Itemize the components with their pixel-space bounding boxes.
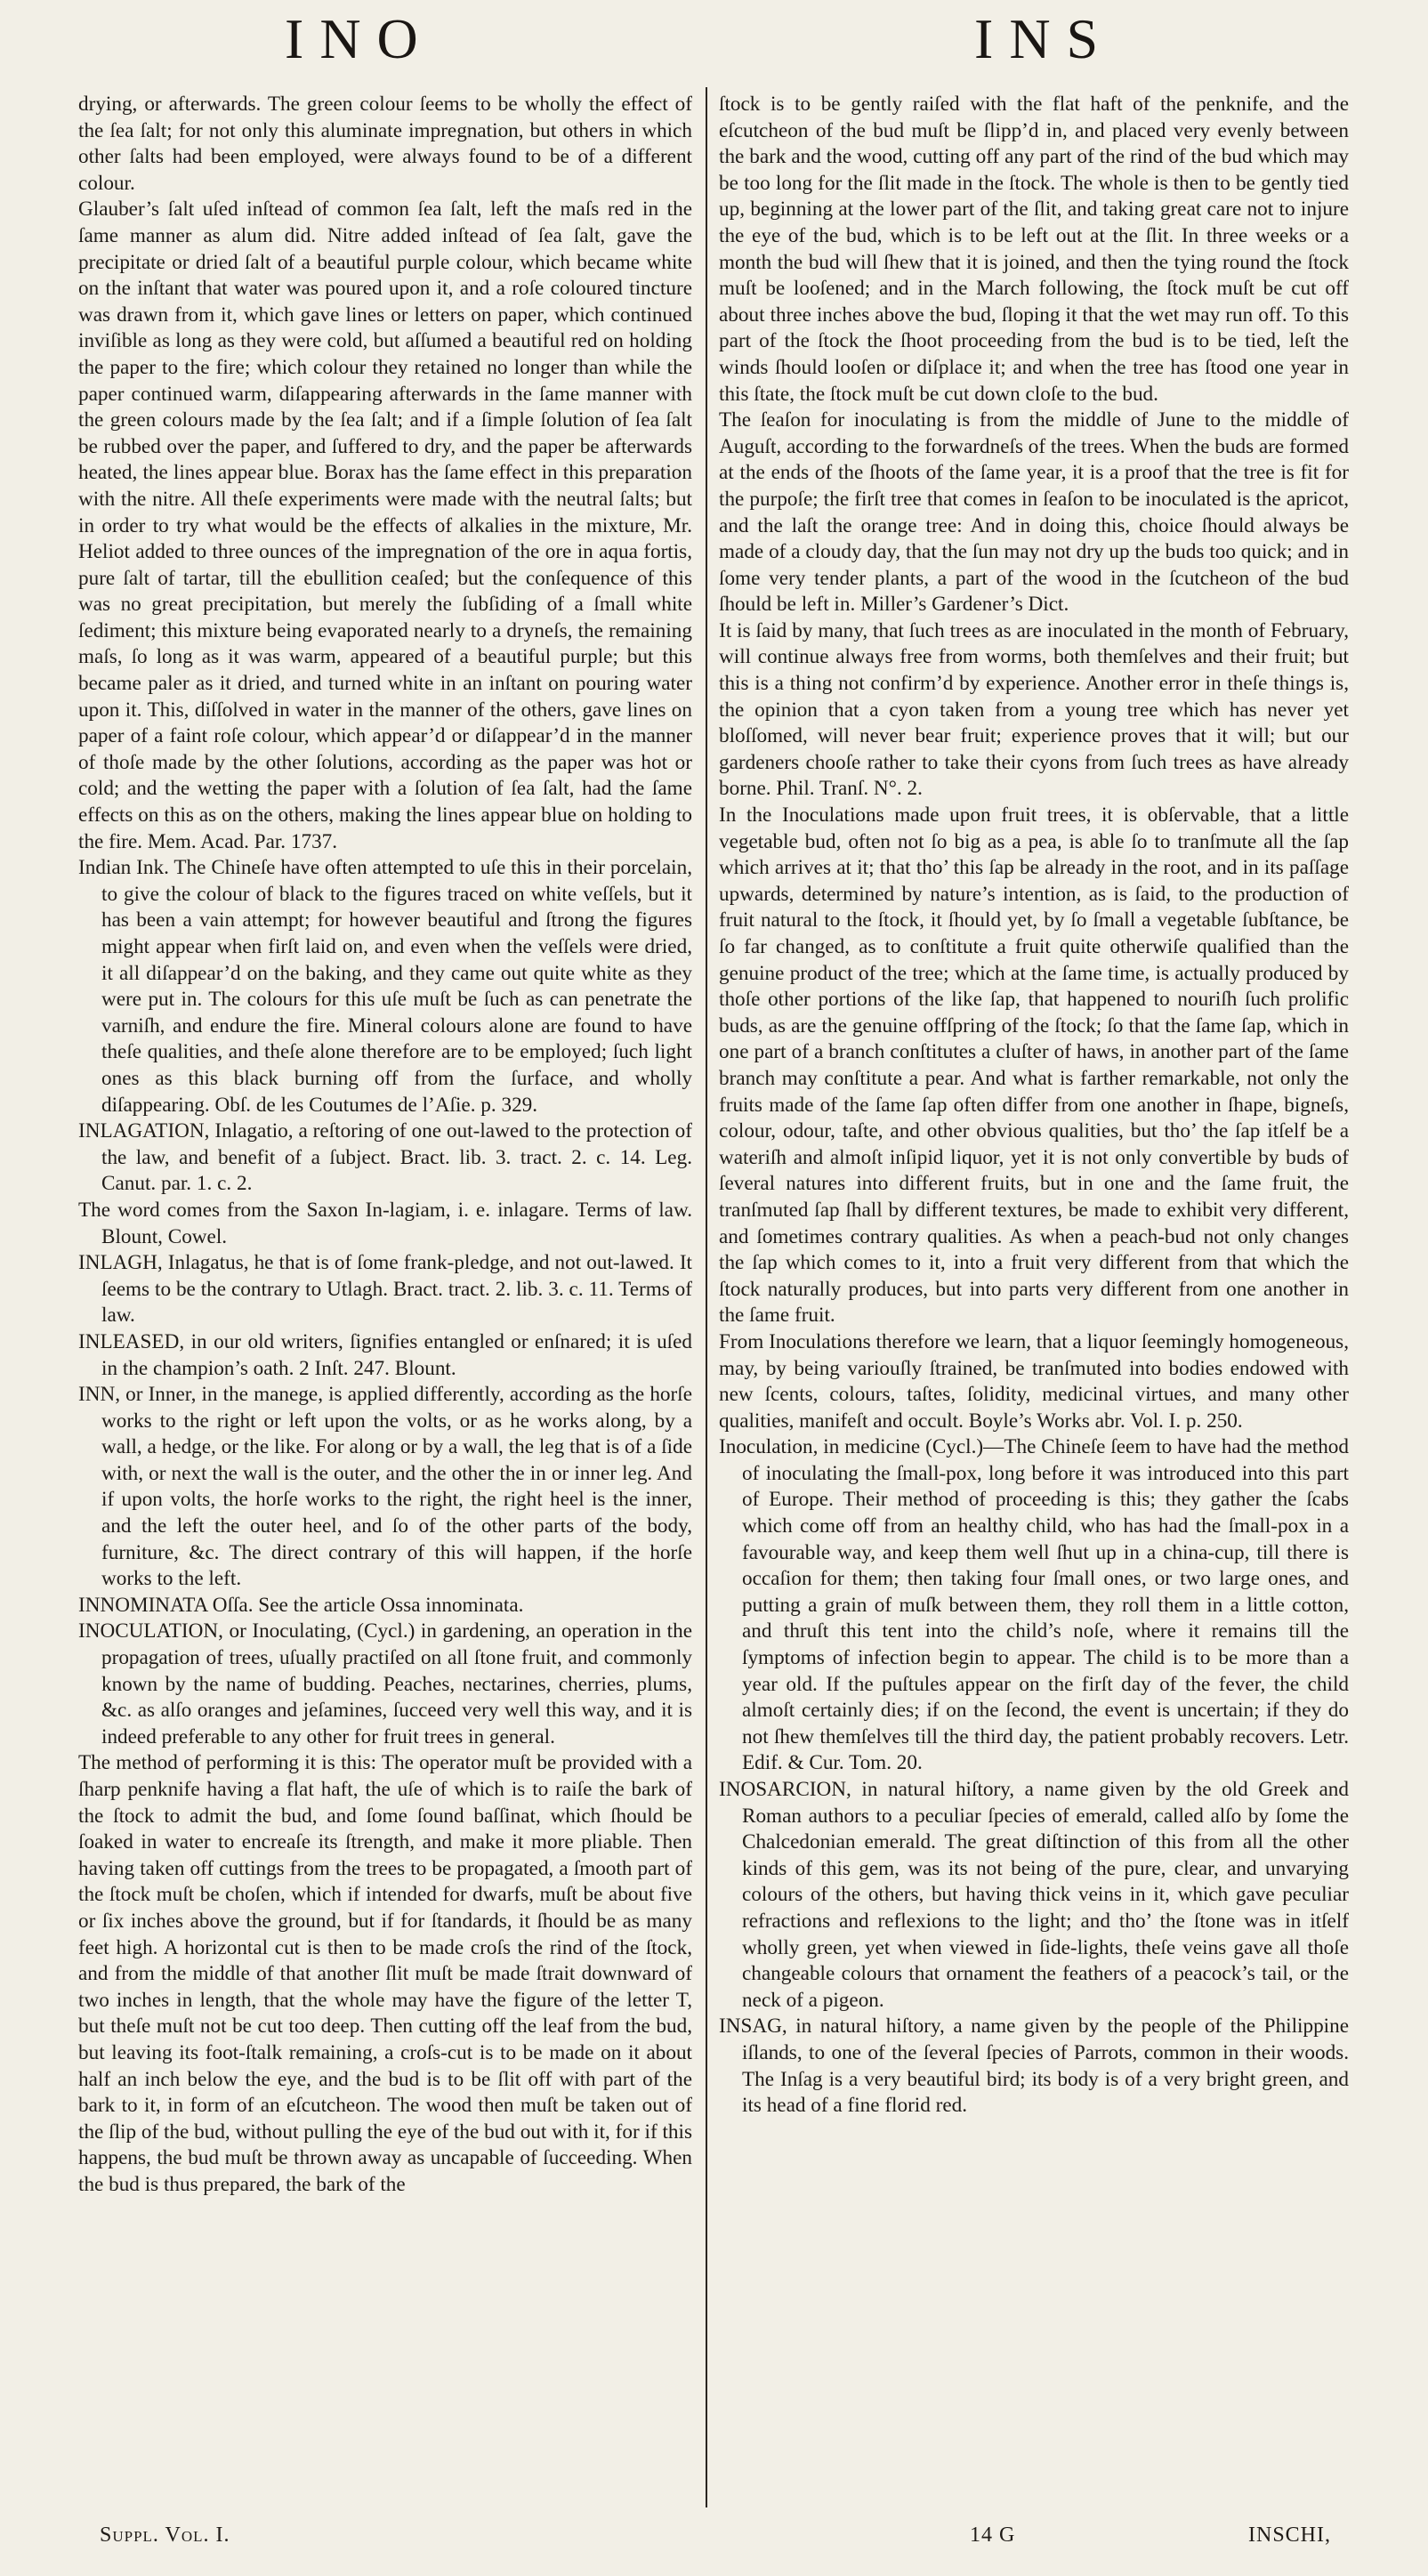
entry-paragraph: In the Inoculations made upon fruit trees, it is obſervable, that a little vegetable bud, often not ſo big as a pea, is able ſo to tranſmute all the ſap which arrives at it; that tho’ this ſap be already in the root, and in its paſſage upwards, determined by nature’s intention, as is ſaid, to the production of fruit natural to the ſtock, it ſhould yet, by ſo ſmall a vegetable ſubſtance, be ſo far changed, as to conſtitute a fruit quite otherwiſe qualified than the genuine product of the tree; which at the ſame time, is actually produced by thoſe other portions of the like ſap, that happened to nouriſh ſuch prolific buds, as are the genuine offſpring of the ſtock; ſo that the ſame ſap, which in one part of a branch conſtitutes a cluſter of haws, in another part of the ſame branch may conſtitute a pear. And what is farther remarkable, not only the fruits made of the ſame ſap often differ from one another in ſhape, bigneſs, colour, odour, taſte, and other obvious qualities, but tho’ the ſap itſelf be a wateriſh and almoſt inſipid liquor, yet it is not only convertible by buds of ſeveral natures into different fruits, but in one and the ſame fruit, the tranſmuted ſap ſhall by different textures, be made to exhibit very different, and ſometimes contrary qualities. As when a peach-bud not only changes the ſap which comes to it, into a fruit very different from that which the ſtock naturally produces, but into parts very different from one another in the ſame fruit. (719, 803, 1349, 1328)
right-column (719, 92, 1349, 2120)
running-head-right: INS (974, 7, 1115, 70)
entry-innominata: INNOMINATA Oſſa. See the article Ossa innominata. (78, 1593, 524, 1617)
entry-paragraph: ſtock is to be gently raiſed with the flat haft of the penknife, and the eſcutcheon of the bud muſt be ſlipp’d in, and placed very evenly between the bark and the wood, cutting off any part of the rind of the bud which may be too long for the ſlit made in the ſtock. The whole is then to be gently tied up, beginning at the lower part of the ſlit, and taking great care not to injure the eye of the bud, which is to be left out at the ſlit. In three weeks or a month the bud will ſhew that it is joined, and then the tying round the ſtock muſt be looſened; and in the March following, the ſtock muſt be cut off about three inches above the bud, ſloping it that the wet may run off. To this part of the ſtock the ſhoot proceeding from the bud is to be tied, leſt the winds ſhould looſen or diſplace it; and when the tree has ſtood one year in this ſtate, the ſtock muſt be cut down cloſe to the bud. (719, 93, 1349, 406)
entry-inlagation: INLAGATION, Inlagatio, a reſtoring of one out-lawed to the protection of the law, and benefit of a ſubject. Bract. lib. 3. tract. 2. c. 14. Leg. Canut. par. 1. c. 2. (78, 1119, 692, 1196)
footer-volume: Suppl. Vol. I. (100, 2524, 230, 2547)
running-head-left: INO (285, 7, 434, 70)
entry-paragraph: Glauber’s ſalt uſed inſtead of common ſea ſalt, left the maſs red in the ſame manner as alum did. Nitre added inſtead of ſea ſalt, gave the precipitate or dried ſalt of a beautiful purple colour, which became white on the inſtant that water was poured upon it, and a roſe coloured tincture was drawn from it, which gave lines or letters on paper, which continued inviſible as long as they were cold, but aſſumed a beautiful red on holding the paper to the fire; which colour they retained no longer than while the paper continued warm, diſappearing afterwards in the ſame manner with the green colours made by the ſea ſalt; and if a ſimple ſolution of ſea ſalt be rubbed over the paper, and ſuffered to dry, and the paper be afterwards heated, the lines appear blue. Borax has the ſame effect in this preparation with the nitre. All theſe experiments were made with the neutral ſalts; but in order to try what would be the effects of alkalies in the mixture, Mr. Heliot added to three ounces of the impregnation of the ore in aqua fortis, pure ſalt of tartar, till the ebullition ceaſed; but the conſequence of this was no great precipitation, but merely the ſubſiding of a ſmall white ſediment; this mixture being evaporated nearly to a dryneſs, the remaining maſs, ſo long as it was warm, appeared of a beautiful purple; but this became paler as it dried, and turned white in an inſtant on pouring water upon it. This, diſſolved in water in the manner of the others, gave lines on paper of a faint roſe colour, which appear’d or diſappear’d in the manner of thoſe made by the other ſolutions, according as the paper was hot or cold; and the wetting the paper with a ſolution of ſea ſalt, had the ſame effects on this as on the others, making the lines appear blue on holding to the fire. Mem. Acad. Par. 1737. (78, 198, 692, 853)
entry-inn: INN, or Inner, in the manege, is applied differently, according as the horſe works to the right or left upon the volts, or as he works along, by a wall, a hedge, or the like. For along or by a wall, the leg that is of a ſide with, or next the wall is the outer, and the other the in or inner leg. And if upon volts, the horſe works to the right, the right heel is the inner, and the left the outer heel, and ſo of the other parts of the body, furniture, &c. The direct contrary of this will happen, if the horſe works to the left. (78, 1383, 692, 1591)
entry-paragraph: The word comes from the Saxon In-lagiam, i. e. inlagare. Terms of law. Blount, Cowel. (78, 1198, 692, 1248)
entry-insag: INSAG, in natural hiſtory, a name given by the people of the Philippine iſlands, to one of the ſeveral ſpecies of Parrots, common in their woods. The Inſag is a very beautiful bird; its body is of a very bright green, and its head of a fine florid red. (719, 2015, 1349, 2118)
entry-inoculation-gardening: INOCULATION, or Inoculating, (Cycl.) in gardening, an operation in the propagation of trees, uſually practiſed on all ſtone fruit, and commonly known by the name of budding. Peaches, nectarines, cherries, plums, &c. as alſo oranges and jeſamines, ſucceed very well this way, and it is indeed preferable to any other for fruit trees in general. (78, 1619, 692, 1748)
entry-inleased: INLEASED, in our old writers, ſignifies entangled or enſnared; it is uſed in the champion’s oath. 2 Inſt. 247. Blount. (78, 1329, 692, 1380)
entry-inlagh: INLAGH, Inlagatus, he that is of ſome frank-pledge, and not out-lawed. It ſeems to be the contrary to Utlagh. Bract. tract. 2. lib. 3. c. 11. Terms of law. (78, 1251, 692, 1328)
entry-paragraph: drying, or afterwards. The green colour ſeems to be wholly the effect of the ſea ſalt; for not only this aluminate impregnation, but others in which other ſalts had been employed, were always found to be of a different colour. (78, 93, 692, 195)
footer-catchword: INSCHI, (1248, 2524, 1332, 2547)
entry-inosarcion: INOSARCION, in natural hiſtory, a name given by the old Greek and Roman authors to a peculiar ſpecies of emerald, called alſo by ſome the Chalcedonian emerald. The great diſtinction of this from all the other kinds of this gem, was its not being of the pure, clear, and unvarying colours of the others, but having thick veins in it, which gave peculiar refractions and reflexions to the light; and tho’ the ſtone was in itſelf wholly green, yet when viewed in ſide-lights, theſe veins gave all thoſe changeable colours that ornament the feathers of a peacock’s tail, or the neck of a pigeon. (719, 1778, 1349, 2012)
entry-paragraph: It is ſaid by many, that ſuch trees as are inoculated in the month of February, will continue always free from worms, both themſelves and their fruit; but this is a thing not confirm’d by experience. Another error in theſe things is, the opinion that a cyon taken from a young tree which has never yet bloſſomed, will never bear fruit; experience proves that it will; but our gardeners chooſe rather to take their cyons from ſuch trees as have already borne. Phil. Tranſ. N°. 2. (719, 618, 1349, 801)
entry-paragraph: The ſeaſon for inoculating is from the middle of June to the middle of Auguſt, according to the forwardneſs of the trees. When the buds are formed at the ends of the ſhoots of the ſame year, it is a proof that the tree is fit for the purpoſe; the firſt tree that comes in ſeaſon to be inoculated is the apricot, and the laſt the orange tree: And in doing this, choice ſhould always be made of a cloudy day, that the ſun may not dry up the buds too quick; and in ſome very tender plants, a part of the wood in the ſcutcheon of the bud ſhould be left in. Miller’s Gardener’s Dict. (719, 408, 1349, 617)
column-divider (706, 87, 707, 2507)
entry-paragraph: The method of performing it is this: The operator muſt be provided with a ſharp penknife having a flat haft, the uſe of which is to raiſe the bark of the ſtock to admit the bud, and ſome ſound baſſinat, which ſhould be ſoaked in water to encreaſe its ſtrength, and make it more pliable. Then having taken off cuttings from the trees to be propagated, a ſmooth part of the ſtock muſt be choſen, which if intended for dwarfs, muſt be about five or ſix inches above the ground, but if for ſtandards, it ſhould be as many feet high. A horizontal cut is then to be made croſs the rind of the ſtock, and from the middle of that another ſlit muſt be made ſtrait downward of two inches in length, that the whole may have the figure of the letter T, but theſe muſt not be cut too deep. Then cutting off the leaf from the bud, but leaving its foot-ſtalk remaining, a croſs-cut is to be made on it about half an inch below the eye, and the bud is to be ſlit off with part of the bark to it, in form of an eſcutcheon. The wood then muſt be taken out of the ſlip of the bud, without pulling the eye of the bud out with it, for if this happens, the bud muſt be thrown away as uncapable of ſucceeding. When the bud is thus prepared, the bark of the (78, 1751, 692, 2196)
left-column (78, 92, 692, 2199)
entry-inoculation-medicine: Inoculation, in medicine (Cycl.)—The Chineſe ſeem to have had the method of inoculating the ſmall-pox, long before it was introduced into this part of Europe. Their method of proceeding is this; they gather the ſcabs which come off from an healthy child, who has had the ſmall-pox in a favourable way, and keep them well ſhut up in a china-cup, till there is occaſion for them; then taking four ſmall ones, or two large ones, and putting a grain of muſk between them, they roll them in a little cotton, and thruſt this tent into the child’s noſe, where it remains till the ſymptoms of infection begin to appear. The child is to be more than a year old. If the puſtules appear on the firſt day of the fever, the child almoſt certainly dies; if on the ſecond, the event is uncertain; if they do not ſhew themſelves till the third day, the patient probably recovers. Letr. Edif. & Cur. Tom. 20. (719, 1435, 1349, 1775)
entry-indian-ink: Indian Ink. The Chineſe have often attempted to uſe this in their porcelain, to give the colour of black to the figures traced on white veſſels, but it has been a vain attempt; for however beautiful and ſtrong the figures might appear when firſt laid on, and even when the veſſels were dried, it all diſappear’d on the baking, and they came out quite white as they were put in. The colours for this uſe muſt be ſuch as can penetrate the varniſh, and endure the fire. Mineral colours alone are found to have theſe qualities, and theſe alone therefore are to be employed; ſuch light ones as this black burning off from the ſurface, and wholly diſappearing. Obſ. de les Coutumes de l’Aſie. p. 329. (78, 856, 692, 1117)
entry-paragraph: From Inoculations therefore we learn, that a liquor ſeemingly homogeneous, may, by being variouſly ſtrained, be tranſmuted into bodies endowed with new ſcents, colours, taſtes, ſolidity, medicinal virtues, and many other qualities, manifeſt and occult. Boyle’s Works abr. Vol. I. p. 250. (719, 1329, 1349, 1433)
footer-signature: 14 G (970, 2524, 1016, 2547)
